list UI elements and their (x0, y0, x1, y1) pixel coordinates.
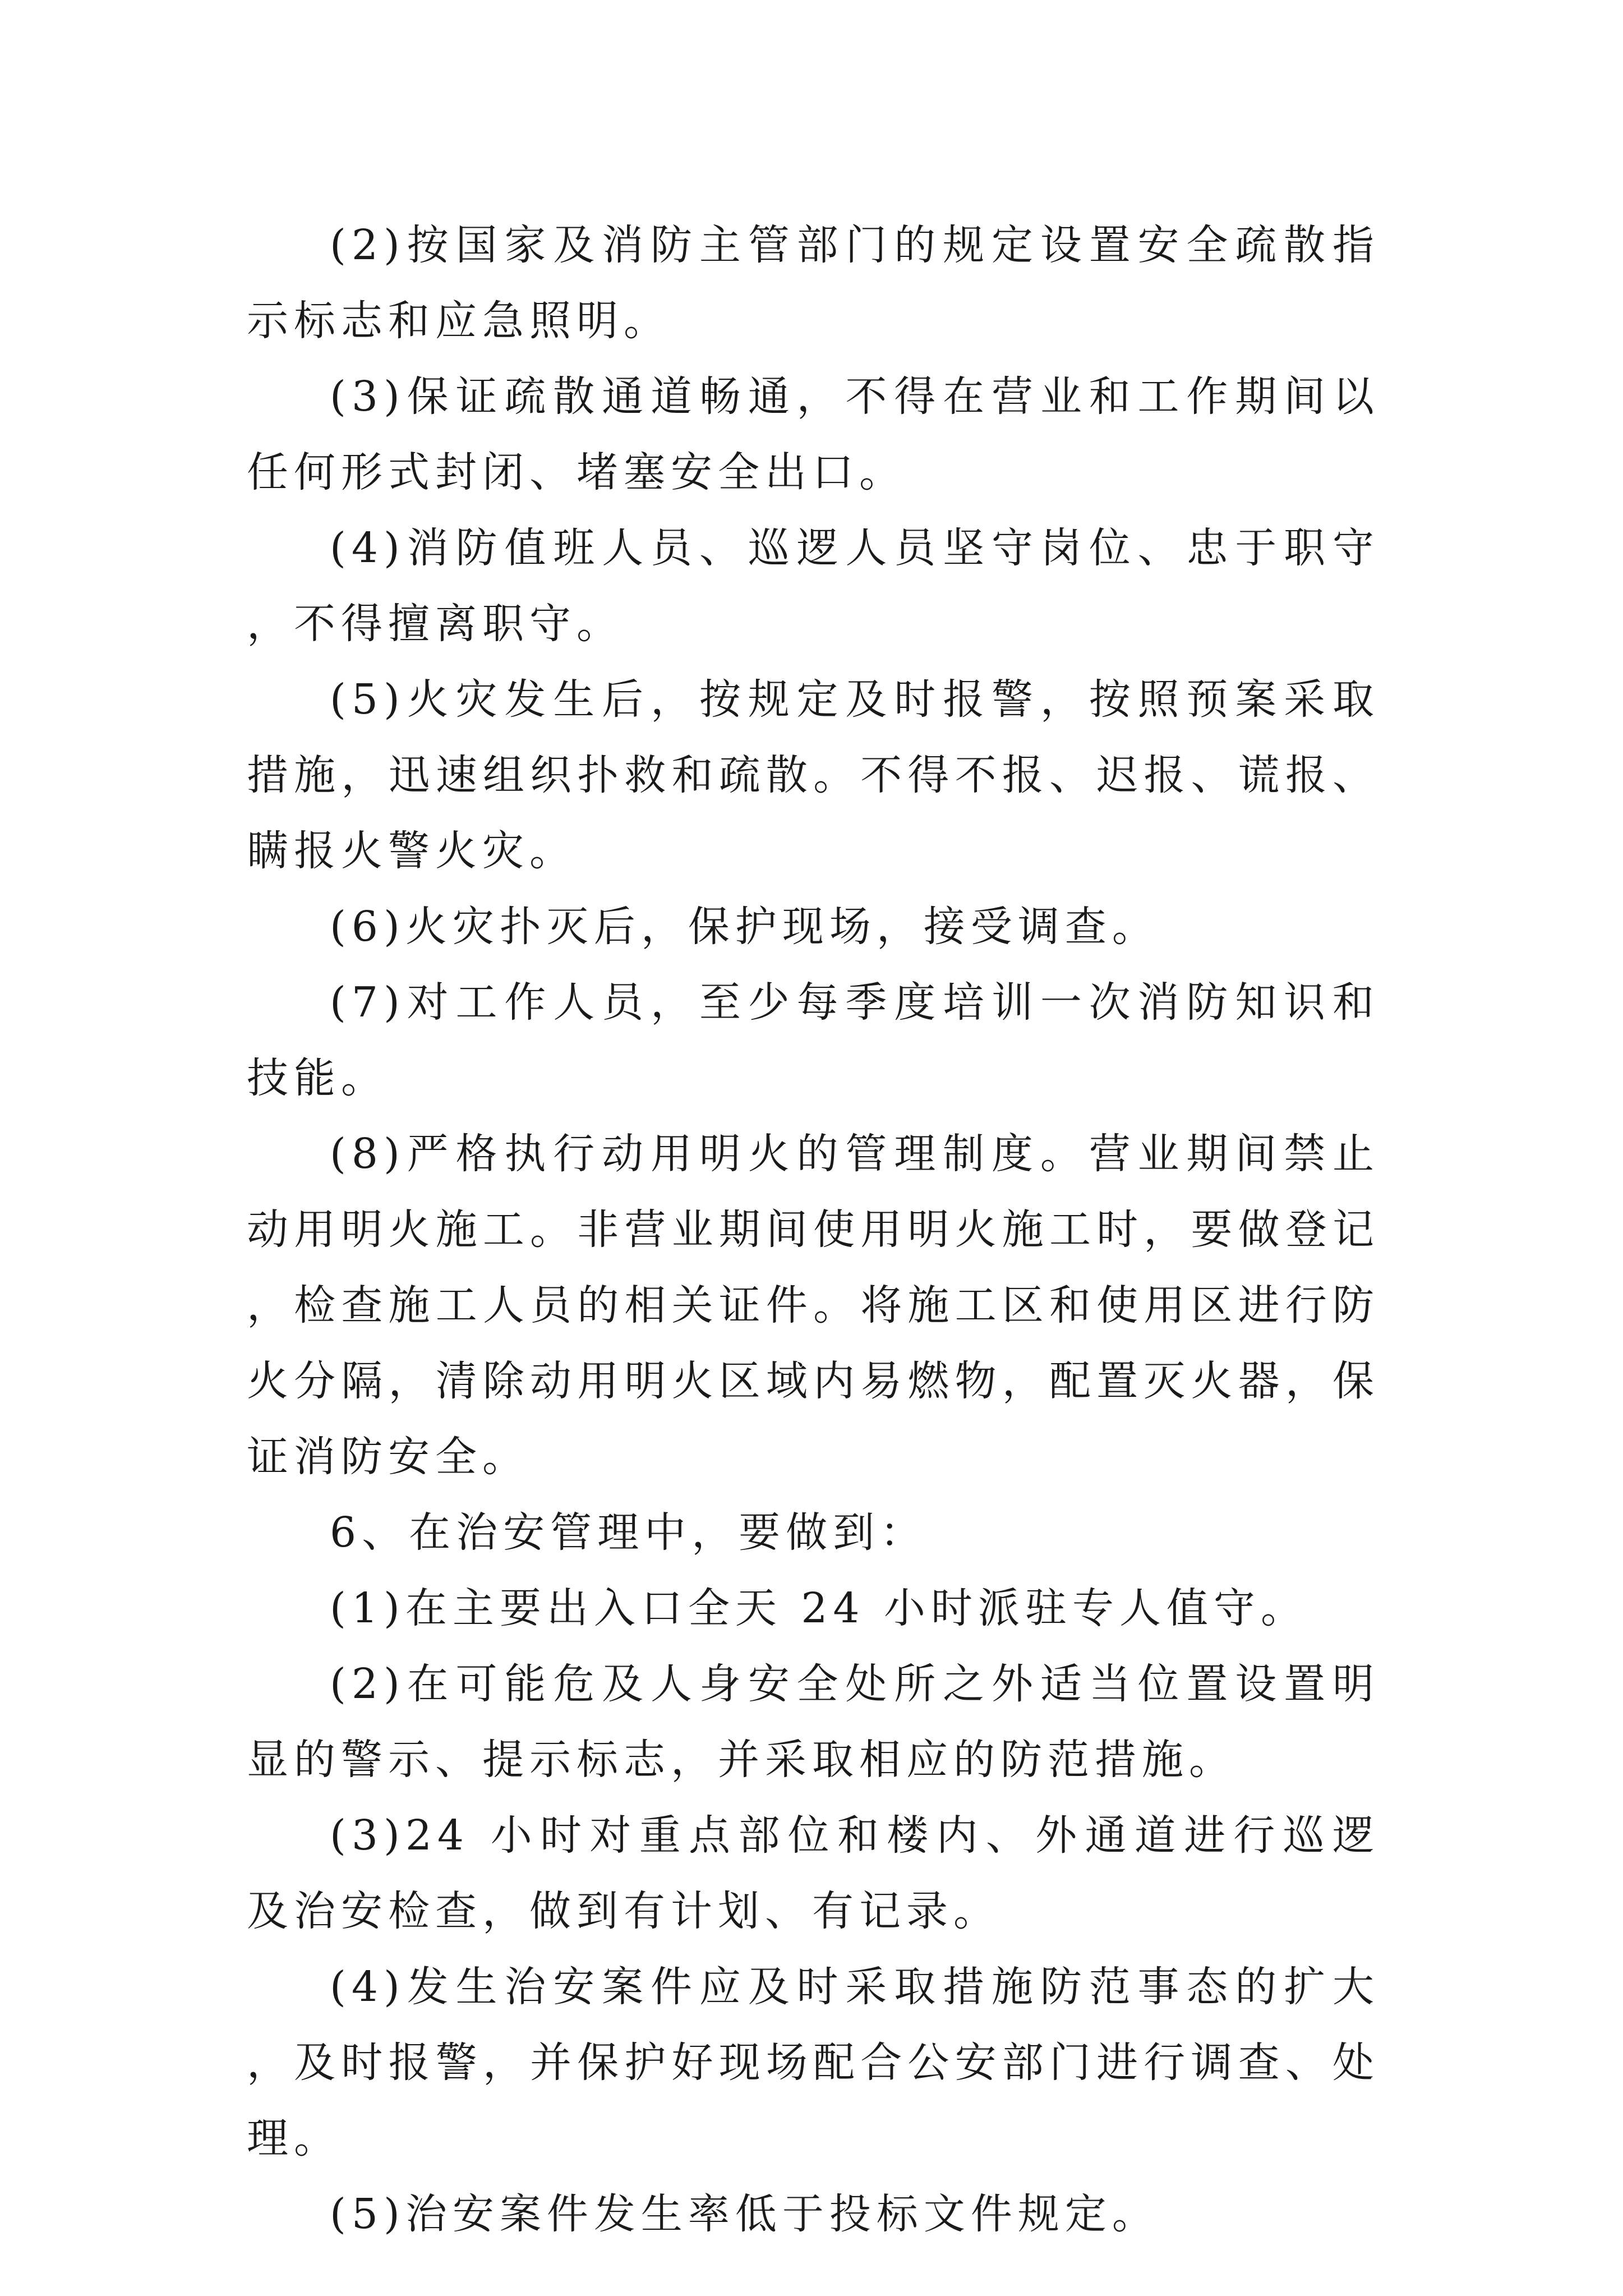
paragraph: (7)对工作人员，至少每季度培训一次消防知识和技能。 (247, 978, 1380, 1102)
paragraph: (8)严格执行动用明火的管理制度。营业期间禁止动用明火施工。非营业期间使用明火施工时，要做登记，检查施工人员的相关证件。将施工区和使用区进行防火分隔，清除动用明火区域内易燃物，配置灭火器，保证消防安全。 (247, 1130, 1380, 1481)
paragraph: (4)发生治安案件应及时采取措施防范事态的扩大，及时报警，并保护好现场配合公安部门进行调查、处理。 (247, 1963, 1380, 2162)
paragraph: (5)火灾发生后，按规定及时报警，按照预案采取措施，迅速组织扑救和疏散。不得不报、迟报、谎报、瞒报火警火灾。 (247, 675, 1380, 875)
paragraph: (4)消防值班人员、巡逻人员坚守岗位、忠于职守，不得擅离职守。 (247, 524, 1380, 648)
paragraph: (1)在主要出入口全天 24 小时派驻专人值守。 (330, 1584, 1308, 1632)
section-heading: 6、在治安管理中，要做到： (330, 1508, 928, 1557)
paragraph: (3)保证疏散通道畅通，不得在营业和工作期间以任何形式封闭、堵塞安全出口。 (247, 372, 1380, 496)
paragraph: (5)治安案件发生率低于投标文件规定。 (330, 2190, 1159, 2238)
paragraph: (2)按国家及消防主管部门的规定设置安全疏散指示标志和应急照明。 (247, 221, 1380, 345)
paragraph: (3)24 小时对重点部位和楼内、外通道进行巡逻及治安检查，做到有计划、有记录。 (247, 1811, 1380, 1935)
paragraph: (2)在可能危及人身安全处所之外适当位置设置明显的警示、提示标志，并采取相应的防范措施。 (247, 1660, 1380, 1784)
document-body (247, 208, 1380, 2252)
paragraph: (6)火灾扑灭后，保护现场，接受调查。 (330, 903, 1159, 951)
